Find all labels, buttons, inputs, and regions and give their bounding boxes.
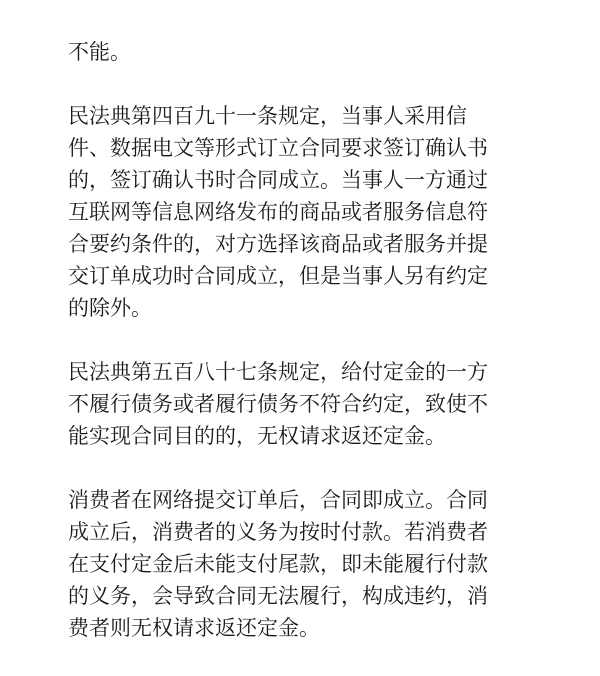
text-line: 的义务，会导致合同无法履行，构成违约，消 <box>68 584 488 608</box>
text-line: 在支付定金后未能支付尾款，即未能履行付款 <box>68 552 488 576</box>
text-line: 费者则无权请求返还定金。 <box>68 616 320 640</box>
paragraph-answer <box>68 36 590 68</box>
text-line: 合要约条件的，对方选择该商品或者服务并提 <box>68 232 488 256</box>
text-line: 民法典第四百九十一条规定，当事人采用信 <box>68 104 467 128</box>
text-line: 成立后，消费者的义务为按时付款。若消费者 <box>68 520 488 544</box>
text-line: 能实现合同目的的，无权请求返还定金。 <box>68 424 446 448</box>
text-line: 交订单成功时合同成立，但是当事人另有约定 <box>68 264 488 288</box>
text-line: 不能。 <box>68 40 131 64</box>
paragraph-article-587 <box>68 356 590 452</box>
text-line: 件、数据电文等形式订立合同要求签订确认书 <box>68 136 488 160</box>
text-line: 不履行债务或者履行债务不符合约定，致使不 <box>68 392 488 416</box>
paragraph-article-491 <box>68 100 590 324</box>
article-body <box>68 36 590 676</box>
text-line: 的除外。 <box>68 296 152 320</box>
paragraph-conclusion <box>68 484 590 644</box>
text-line: 的，签订确认书时合同成立。当事人一方通过 <box>68 168 488 192</box>
text-line: 民法典第五百八十七条规定，给付定金的一方 <box>68 360 488 384</box>
text-line: 互联网等信息网络发布的商品或者服务信息符 <box>68 200 488 224</box>
text-line: 消费者在网络提交订单后，合同即成立。合同 <box>68 488 488 512</box>
